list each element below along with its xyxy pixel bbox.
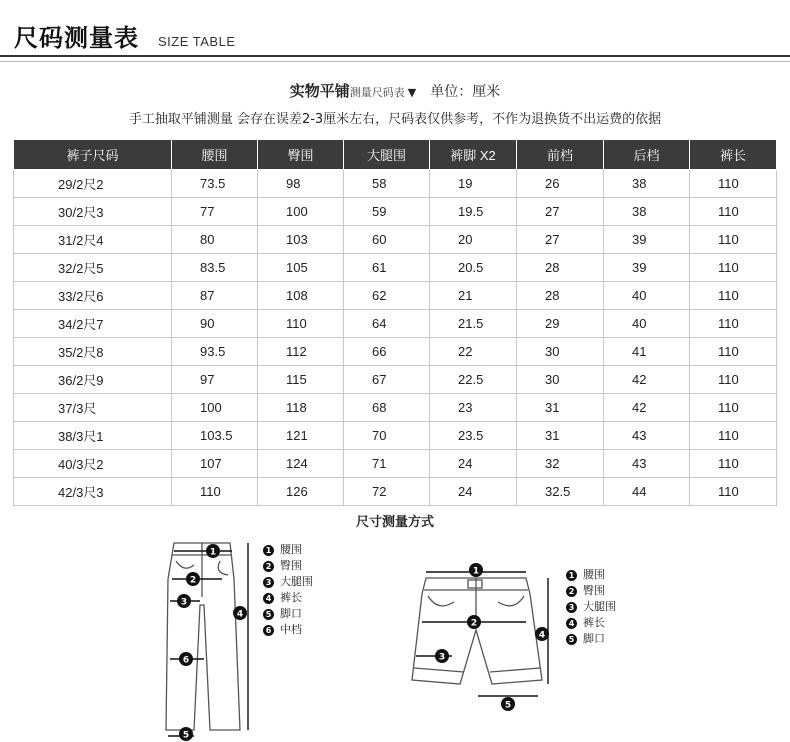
shorts-diagram <box>408 560 568 720</box>
table-cell: 110 <box>690 394 777 422</box>
table-row <box>14 198 777 226</box>
table-cell: 32/2尺5 <box>14 254 172 282</box>
table-cell: 42/3尺3 <box>14 478 172 506</box>
page-title: 尺码测量表 <box>14 24 139 52</box>
table-cell: 32 <box>517 450 604 478</box>
legend-item <box>263 574 313 590</box>
table-cell: 66 <box>344 338 430 366</box>
table-cell: 62 <box>344 282 430 310</box>
caption-small: 测量尺码表 <box>349 86 405 99</box>
table-row <box>14 422 777 450</box>
table-cell: 110 <box>690 254 777 282</box>
table-cell: 41 <box>604 338 690 366</box>
table-cell: 110 <box>690 170 777 198</box>
table-cell: 126 <box>258 478 344 506</box>
diagram-title: 尺寸测量方式 <box>355 515 434 530</box>
table-cell: 87 <box>172 282 258 310</box>
table-cell: 110 <box>690 422 777 450</box>
table-cell: 38 <box>604 170 690 198</box>
measure-marker-label: 3 <box>180 597 188 608</box>
table-cell: 31 <box>517 394 604 422</box>
column-header: 腰围 <box>172 140 258 170</box>
measure-marker-label: 6 <box>182 655 190 666</box>
table-cell: 38/3尺1 <box>14 422 172 450</box>
table-cell: 70 <box>344 422 430 450</box>
pants-legend <box>263 542 313 638</box>
legend-item <box>566 599 616 615</box>
legend-label: 腰围 <box>280 543 302 556</box>
legend-item <box>566 631 616 647</box>
table-cell: 80 <box>172 226 258 254</box>
table-cell: 40 <box>604 282 690 310</box>
table-cell: 108 <box>258 282 344 310</box>
table-cell: 43 <box>604 422 690 450</box>
table-cell: 40 <box>604 310 690 338</box>
table-cell: 24 <box>430 450 517 478</box>
legend-item <box>566 583 616 599</box>
header-divider <box>0 55 790 57</box>
table-cell: 38 <box>604 198 690 226</box>
measure-marker-label: 1 <box>209 547 217 558</box>
table-cell: 61 <box>344 254 430 282</box>
size-table <box>13 140 777 506</box>
page-header <box>0 0 790 60</box>
legend-item <box>263 622 313 638</box>
table-cell: 60 <box>344 226 430 254</box>
table-cell: 68 <box>344 394 430 422</box>
number-badge-icon: 5 <box>566 634 577 645</box>
table-header-row <box>14 140 777 170</box>
table-cell: 42 <box>604 394 690 422</box>
table-cell: 77 <box>172 198 258 226</box>
table-cell: 21.5 <box>430 310 517 338</box>
number-badge-icon: 4 <box>566 618 577 629</box>
table-cell: 36/2尺9 <box>14 366 172 394</box>
table-cell: 28 <box>517 254 604 282</box>
number-badge-icon: 4 <box>263 593 274 604</box>
table-cell: 40/3尺2 <box>14 450 172 478</box>
measure-marker-label: 2 <box>470 618 478 629</box>
number-badge-icon: 6 <box>263 625 274 636</box>
table-cell: 93.5 <box>172 338 258 366</box>
legend-label: 脚口 <box>583 632 605 645</box>
measure-marker-label: 5 <box>504 700 512 711</box>
table-cell: 103.5 <box>172 422 258 450</box>
column-header: 裤长 <box>690 140 777 170</box>
table-cell: 110 <box>690 338 777 366</box>
table-cell: 107 <box>172 450 258 478</box>
legend-item <box>566 615 616 631</box>
column-header: 大腿围 <box>344 140 430 170</box>
number-badge-icon: 2 <box>263 561 274 572</box>
table-cell: 21 <box>430 282 517 310</box>
table-cell: 37/3尺 <box>14 394 172 422</box>
table-row <box>14 366 777 394</box>
number-badge-icon: 3 <box>263 577 274 588</box>
table-cell: 26 <box>517 170 604 198</box>
table-cell: 19.5 <box>430 198 517 226</box>
legend-label: 脚口 <box>280 607 302 620</box>
pants-diagram <box>160 535 260 742</box>
table-cell: 110 <box>690 366 777 394</box>
table-row <box>14 450 777 478</box>
table-row <box>14 338 777 366</box>
page-subtitle: SIZE TABLE <box>158 34 236 49</box>
table-row <box>14 310 777 338</box>
table-cell: 27 <box>517 226 604 254</box>
measure-marker-label: 2 <box>189 575 197 586</box>
legend-item <box>566 567 616 583</box>
table-row <box>14 170 777 198</box>
table-cell: 29 <box>517 310 604 338</box>
table-row <box>14 394 777 422</box>
table-cell: 118 <box>258 394 344 422</box>
measurement-note: 手工抽取平铺测量 会存在误差2-3厘米左右，尺码表仅供参考，不作为退换货不出运费的依据 <box>128 112 662 127</box>
table-cell: 71 <box>344 450 430 478</box>
table-cell: 27 <box>517 198 604 226</box>
table-cell: 29/2尺2 <box>14 170 172 198</box>
table-cell: 30/2尺3 <box>14 198 172 226</box>
table-cell: 43 <box>604 450 690 478</box>
legend-label: 臀围 <box>583 584 605 597</box>
table-cell: 110 <box>690 478 777 506</box>
number-badge-icon: 1 <box>566 570 577 581</box>
legend-item <box>263 542 313 558</box>
table-cell: 23.5 <box>430 422 517 450</box>
table-cell: 124 <box>258 450 344 478</box>
table-cell: 34/2尺7 <box>14 310 172 338</box>
table-cell: 121 <box>258 422 344 450</box>
table-cell: 110 <box>690 310 777 338</box>
table-cell: 22 <box>430 338 517 366</box>
legend-item <box>263 558 313 574</box>
table-cell: 64 <box>344 310 430 338</box>
table-cell: 115 <box>258 366 344 394</box>
table-cell: 110 <box>690 282 777 310</box>
number-badge-icon: 1 <box>263 545 274 556</box>
column-header: 裤子尺码 <box>14 140 172 170</box>
table-cell: 39 <box>604 254 690 282</box>
table-row <box>14 478 777 506</box>
measure-marker-label: 4 <box>236 609 244 620</box>
table-cell: 20 <box>430 226 517 254</box>
table-cell: 97 <box>172 366 258 394</box>
caption-main: 实物平铺 <box>289 82 350 100</box>
shorts-legend <box>566 567 616 647</box>
table-cell: 110 <box>690 198 777 226</box>
column-header: 臀围 <box>258 140 344 170</box>
table-cell: 28 <box>517 282 604 310</box>
header-divider-thin <box>0 61 790 62</box>
column-header: 裤脚 X2 <box>430 140 517 170</box>
caret-down-icon: ▼ <box>407 86 417 99</box>
table-cell: 30 <box>517 366 604 394</box>
unit-label: 单位：厘米 <box>430 84 501 100</box>
table-cell: 110 <box>690 226 777 254</box>
table-row <box>14 254 777 282</box>
legend-label: 大腿围 <box>583 600 616 613</box>
table-cell: 90 <box>172 310 258 338</box>
legend-label: 臀围 <box>280 559 302 572</box>
table-cell: 73.5 <box>172 170 258 198</box>
measure-marker-label: 5 <box>182 730 190 741</box>
table-cell: 31 <box>517 422 604 450</box>
table-cell: 67 <box>344 366 430 394</box>
table-cell: 103 <box>258 226 344 254</box>
legend-label: 裤长 <box>583 616 605 629</box>
table-body <box>14 170 777 506</box>
table-cell: 58 <box>344 170 430 198</box>
table-cell: 24 <box>430 478 517 506</box>
table-cell: 72 <box>344 478 430 506</box>
table-cell: 59 <box>344 198 430 226</box>
measure-marker-label: 4 <box>538 630 546 641</box>
column-header: 后档 <box>604 140 690 170</box>
legend-item <box>263 606 313 622</box>
table-cell: 33/2尺6 <box>14 282 172 310</box>
table-cell: 35/2尺8 <box>14 338 172 366</box>
table-cell: 39 <box>604 226 690 254</box>
measure-marker-label: 3 <box>438 652 446 663</box>
measure-marker-label: 1 <box>472 566 480 577</box>
number-badge-icon: 2 <box>566 586 577 597</box>
table-cell: 31/2尺4 <box>14 226 172 254</box>
table-cell: 44 <box>604 478 690 506</box>
table-cell: 19 <box>430 170 517 198</box>
column-header: 前档 <box>517 140 604 170</box>
table-cell: 30 <box>517 338 604 366</box>
table-cell: 23 <box>430 394 517 422</box>
table-caption <box>0 80 790 101</box>
legend-item <box>263 590 313 606</box>
table-cell: 105 <box>258 254 344 282</box>
legend-label: 裤长 <box>280 591 302 604</box>
table-cell: 110 <box>258 310 344 338</box>
legend-label: 中档 <box>280 623 302 636</box>
table-cell: 32.5 <box>517 478 604 506</box>
table-cell: 100 <box>172 394 258 422</box>
table-cell: 100 <box>258 198 344 226</box>
legend-label: 大腿围 <box>280 575 313 588</box>
table-cell: 112 <box>258 338 344 366</box>
number-badge-icon: 5 <box>263 609 274 620</box>
table-cell: 42 <box>604 366 690 394</box>
legend-label: 腰围 <box>583 568 605 581</box>
table-cell: 83.5 <box>172 254 258 282</box>
table-cell: 20.5 <box>430 254 517 282</box>
table-row <box>14 282 777 310</box>
table-row <box>14 226 777 254</box>
number-badge-icon: 3 <box>566 602 577 613</box>
table-cell: 98 <box>258 170 344 198</box>
table-cell: 110 <box>172 478 258 506</box>
table-cell: 22.5 <box>430 366 517 394</box>
table-cell: 110 <box>690 450 777 478</box>
